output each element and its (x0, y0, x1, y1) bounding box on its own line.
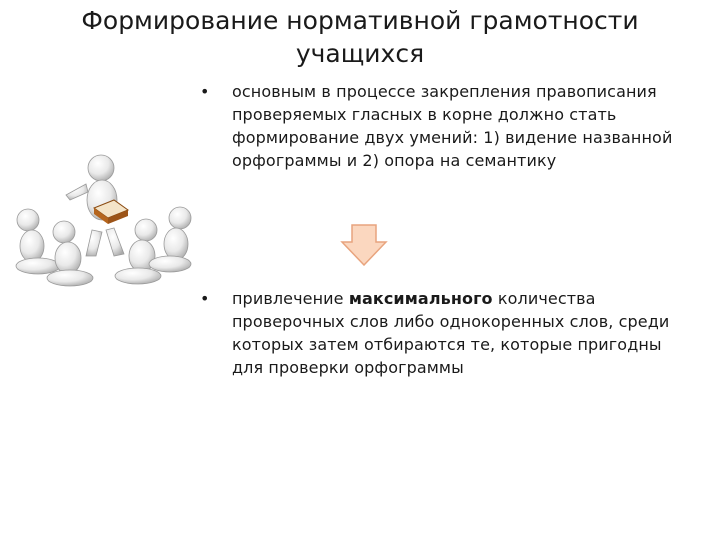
slide-title: Формирование нормативной грамотности учащихся (81, 6, 639, 68)
bullet-item (200, 287, 690, 379)
bullet-item (200, 80, 690, 172)
bullet-marker: • (200, 82, 210, 101)
teacher-figure (66, 155, 128, 256)
down-arrow-icon (340, 224, 388, 266)
bullet-text-bold: максимального (348, 289, 493, 308)
teacher-reading-to-students-icon (6, 148, 196, 293)
bullet-text (232, 287, 690, 379)
student-figure (16, 209, 60, 274)
bullet-text: основным в процессе закрепления правописания проверяемых гласных в корне должно стать формирование двух умений: 1) видение названной орфограммы и 2) опора на семантику (232, 82, 673, 170)
bullet-marker: • (200, 289, 210, 308)
bullet-text-rest: количества проверочных слов либо однокоренных слов, среди которых затем отбираются те, которые пригодны для проверки орфограммы (232, 289, 670, 377)
student-figure (47, 221, 93, 286)
bullet-text-lead: привлечение (232, 289, 349, 308)
student-figure (149, 207, 191, 272)
